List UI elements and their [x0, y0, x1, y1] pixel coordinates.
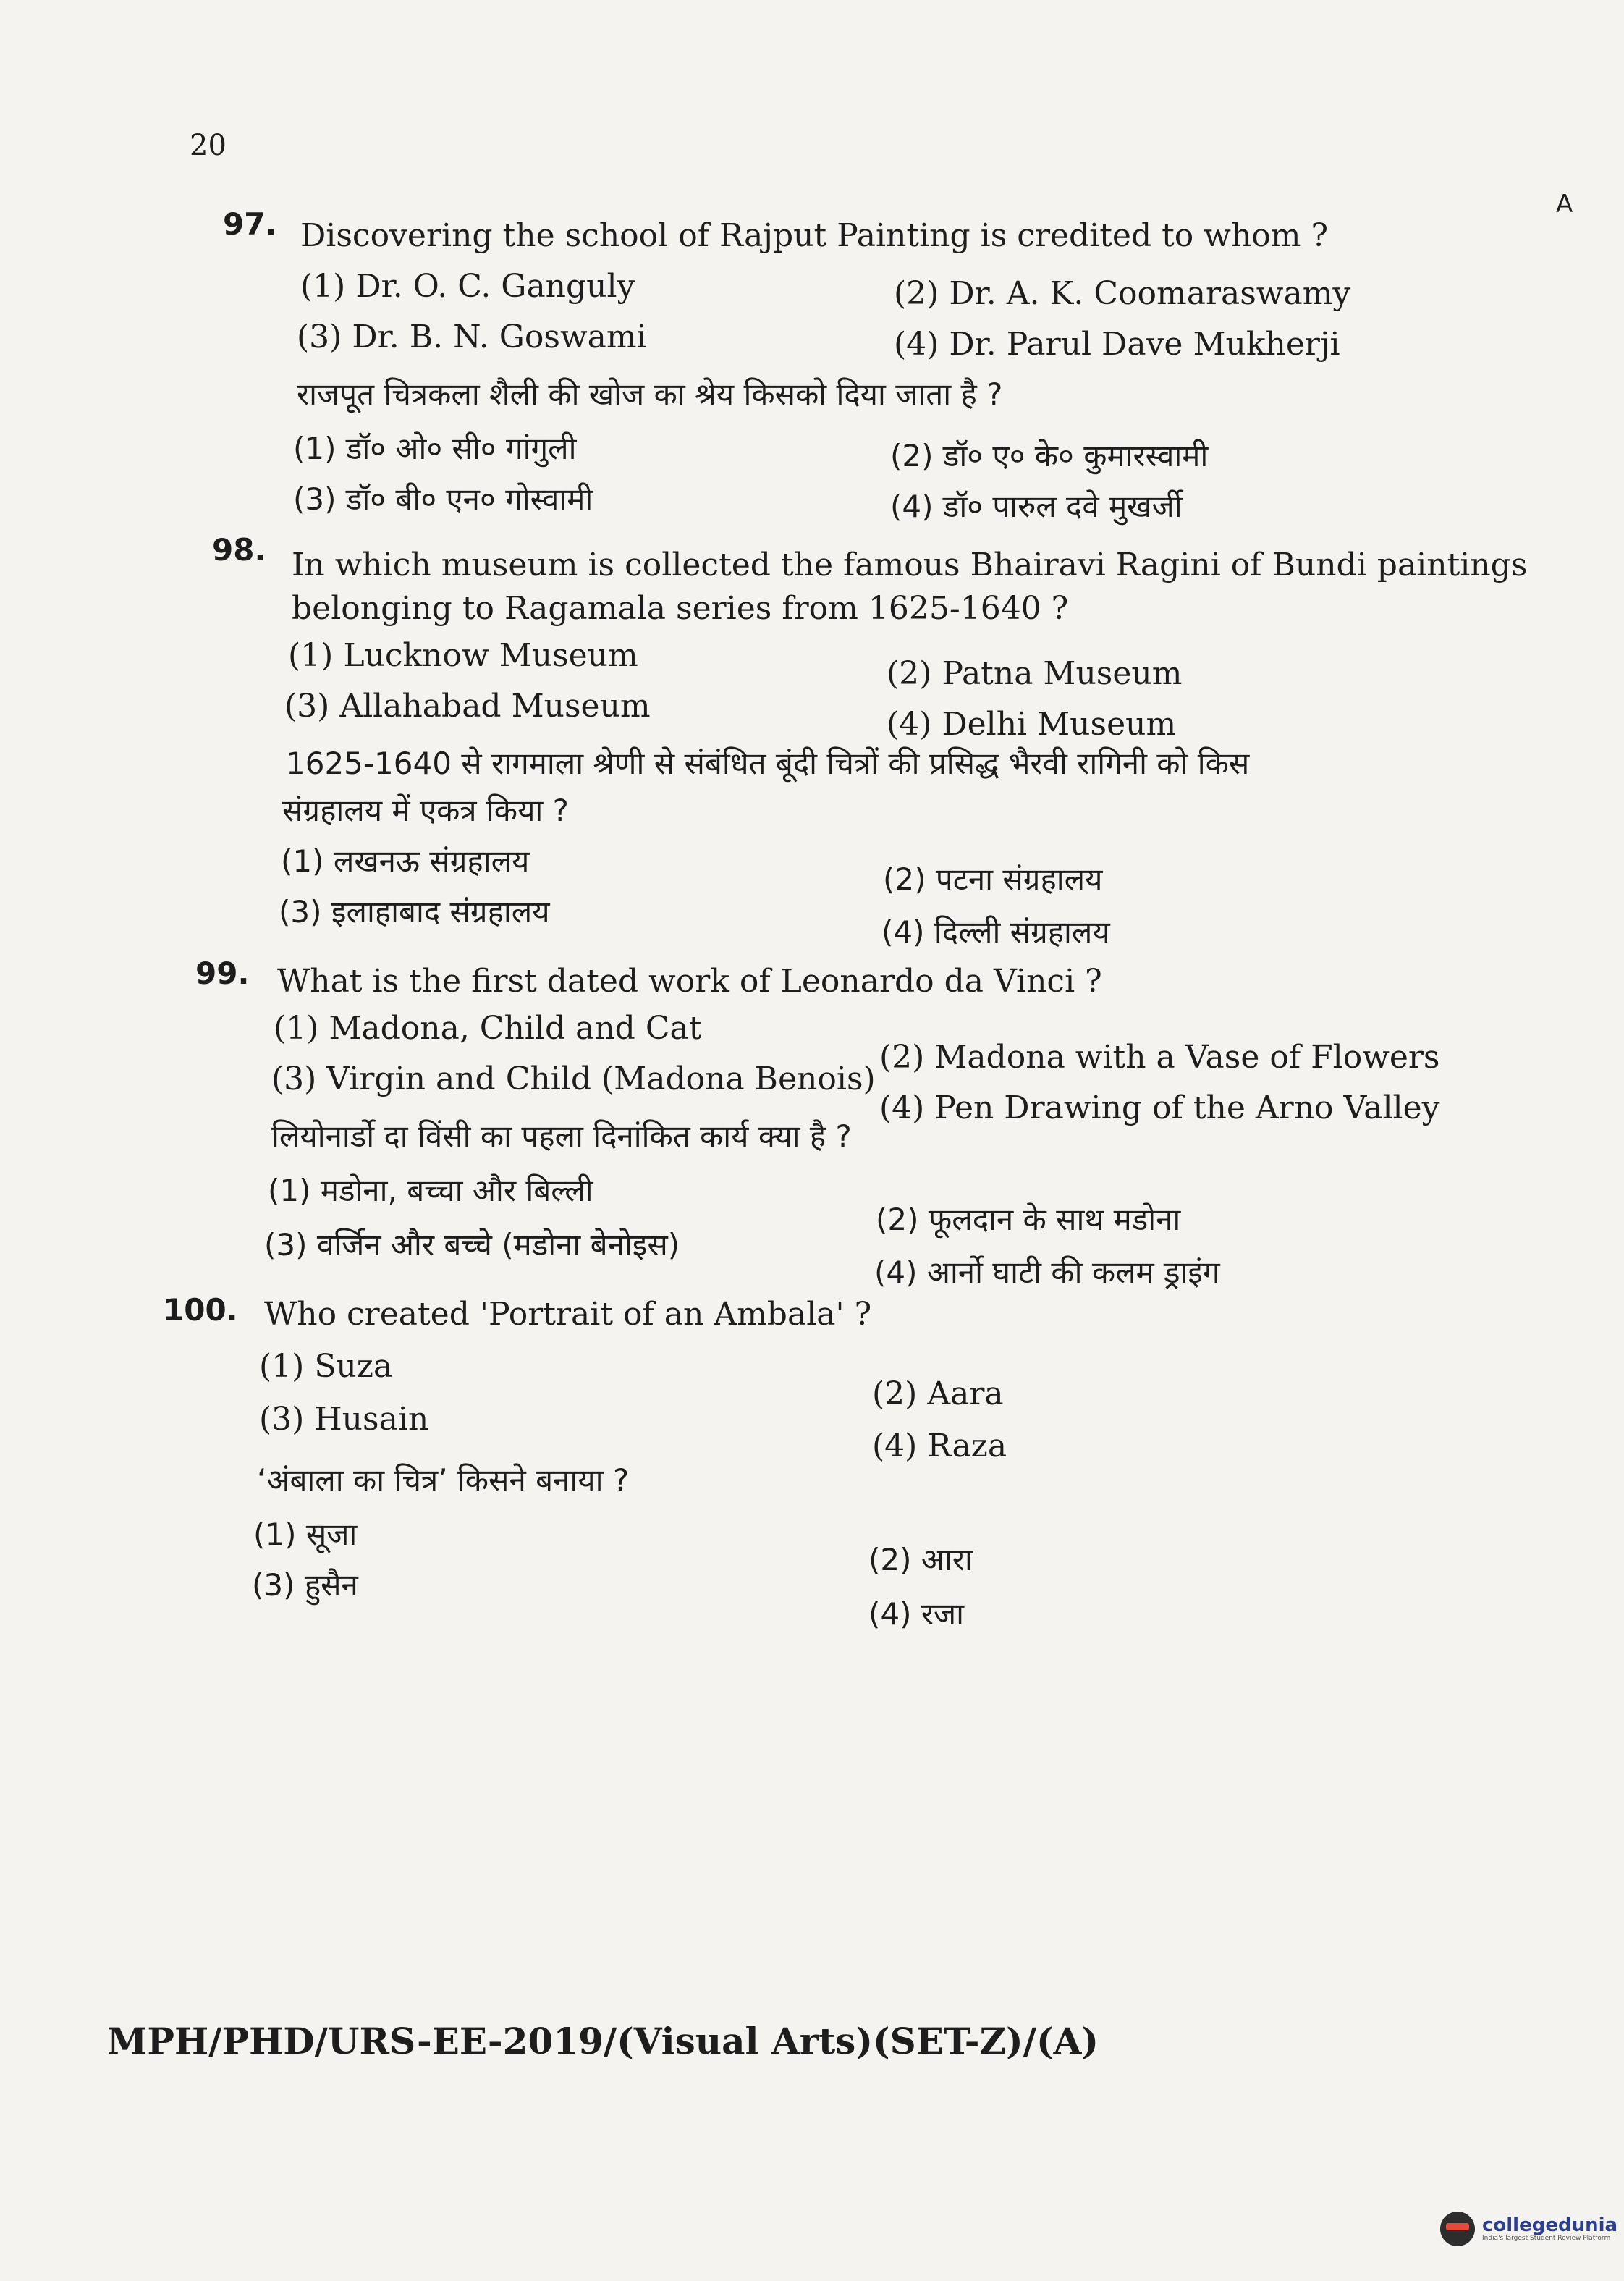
- question-number: 98.: [212, 532, 266, 568]
- option-en-2: (2) Aara: [872, 1375, 1004, 1412]
- option-en-2: (2) Patna Museum: [887, 655, 1183, 692]
- option-en-1: (1) Suza: [259, 1348, 393, 1385]
- option-en-3: (3) Dr. B. N. Goswami: [297, 319, 647, 355]
- option-en-1: (1) Dr. O. C. Ganguly: [300, 268, 635, 305]
- question-text-en: Who created 'Portrait of an Ambala' ?: [264, 1296, 872, 1333]
- option-en-1: (1) Madona, Child and Cat: [274, 1010, 702, 1047]
- option-en-4: (4) Dr. Parul Dave Mukherji: [894, 326, 1340, 363]
- question-number: 97.: [223, 206, 277, 242]
- question-text-hi: लियोनार्डो दा विंसी का पहला दिनांकित कार्य क्या है ?: [271, 1118, 852, 1154]
- question-text-hi-line-2: संग्रहालय में एकत्र किया ?: [282, 793, 569, 828]
- option-en-2: (2) Madona with a Vase of Flowers: [879, 1039, 1440, 1076]
- option-hi-3: (3) हुसैन: [252, 1567, 358, 1603]
- option-en-3: (3) Husain: [259, 1401, 429, 1438]
- option-en-4: (4) Delhi Museum: [887, 706, 1177, 743]
- brand-logo: [1440, 2212, 1617, 2246]
- option-hi-2: (2) पटना संग्रहालय: [883, 861, 1103, 897]
- option-hi-3: (3) वर्जिन और बच्चे (मडोना बेनोइस): [264, 1227, 680, 1262]
- option-hi-3: (3) इलाहाबाद संग्रहालय: [279, 894, 550, 929]
- option-hi-4: (4) डॉ० पारुल दवे मुखर्जी: [890, 489, 1183, 524]
- paper-code-footer: MPH/PHD/URS-EE-2019/(Visual Arts)(SET-Z)/(A): [107, 2020, 1099, 2062]
- question-text-en: What is the first dated work of Leonardo da Vinci ?: [277, 963, 1102, 1000]
- option-en-4: (4) Raza: [872, 1428, 1007, 1464]
- question-text-hi-line-1: 1625-1640 से रागमाला श्रेणी से संबंधित बूंदी चित्रों की प्रसिद्ध भैरवी रागिनी को किस: [286, 746, 1250, 781]
- option-hi-1: (1) लखनऊ संग्रहालय: [281, 843, 530, 879]
- option-hi-1: (1) सूजा: [253, 1517, 358, 1552]
- option-en-2: (2) Dr. A. K. Coomaraswamy: [894, 275, 1351, 312]
- option-hi-1: (1) मडोना, बच्चा और बिल्ली: [268, 1173, 593, 1208]
- option-hi-4: (4) रजा: [868, 1596, 965, 1632]
- option-hi-3: (3) डॉ० बी० एन० गोस्वामी: [293, 481, 593, 517]
- question-number: 99.: [195, 956, 250, 991]
- brand-tagline: India's largest Student Review Platform: [1482, 2235, 1611, 2242]
- option-hi-2: (2) फूलदान के साथ मडोना: [876, 1202, 1181, 1237]
- question-text-en-line-1: In which museum is collected the famous Bhairavi Ragini of Bundi paintings: [292, 547, 1528, 583]
- page-number: 20: [190, 129, 227, 162]
- question-text-hi: राजपूत चित्रकला शैली की खोज का श्रेय किसको दिया जाता है ?: [297, 376, 1003, 412]
- option-en-3: (3) Virgin and Child (Madona Benois): [271, 1061, 876, 1097]
- question-text-en-line-2: belonging to Ragamala series from 1625-1640 ?: [292, 590, 1069, 627]
- option-hi-4: (4) दिल्ली संग्रहालय: [881, 914, 1110, 950]
- option-en-1: (1) Lucknow Museum: [288, 637, 638, 674]
- option-hi-2: (2) डॉ० ए० के० कुमारस्वामी: [890, 438, 1209, 473]
- brand-name: collegedunia: [1482, 2214, 1618, 2236]
- question-text-hi: ‘अंबाला का चित्र’ किसने बनाया ?: [257, 1462, 630, 1498]
- graduation-cap-icon: [1440, 2212, 1475, 2246]
- question-number: 100.: [163, 1292, 238, 1328]
- option-hi-4: (4) आर्नो घाटी की कलम ड्राइंग: [874, 1255, 1220, 1290]
- question-text-en: Discovering the school of Rajput Painting is credited to whom ?: [300, 217, 1329, 254]
- option-hi-1: (1) डॉ० ओ० सी० गांगुली: [293, 431, 577, 466]
- option-en-3: (3) Allahabad Museum: [284, 688, 651, 725]
- brand-text: [1482, 2216, 1617, 2242]
- option-hi-2: (2) आरा: [868, 1542, 973, 1577]
- corner-mark: A: [1556, 190, 1573, 219]
- option-en-4: (4) Pen Drawing of the Arno Valley: [879, 1089, 1440, 1126]
